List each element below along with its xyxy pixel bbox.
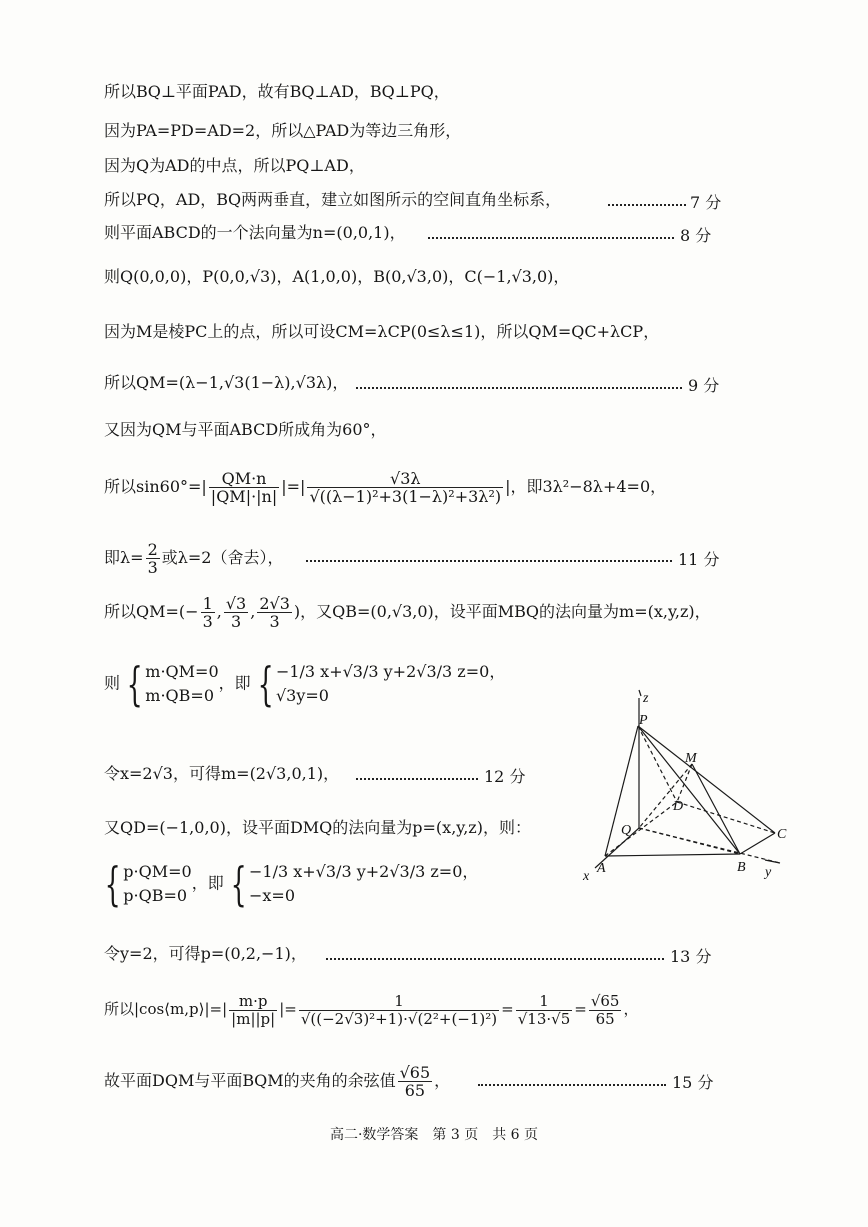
then-label: 则 [104,673,121,693]
page-footer: 高二·数学答案 第 3 页 共 6 页 [329,1127,539,1143]
l17-mid: |= [279,1000,297,1018]
system-block [276,660,505,708]
system-block [123,860,191,908]
label-y: y [765,865,772,880]
system-equation: −x=0 [249,886,296,905]
left-brace: { [104,857,121,911]
label-z: z [643,691,649,706]
fraction-v3 [257,595,292,630]
label-b: B [737,860,746,875]
fraction-numerator: m·p [229,993,277,1011]
system-equation: p·QM=0 [123,862,192,881]
edge-mq [639,764,692,828]
score-11: 11 分 [678,550,720,569]
text-line-16: 令y=2，可得p=(0,2,−1)， [104,944,307,963]
text-line-3: 因为Q为AD的中点，所以PQ⊥AD， [104,156,365,175]
fraction-mp [229,993,277,1028]
score-dots [428,237,674,239]
edge-pd [638,726,677,802]
label-c: C [777,827,787,842]
score-12: 12 分 [484,767,526,786]
fraction-numerator: √3 [225,594,247,613]
system-equation: −1/3 x+√3/3 y+2√3/3 z=0， [275,662,506,681]
score-15: 15 分 [672,1073,714,1092]
fraction-numerator: 2√3 [259,594,290,613]
fraction-denominator: |QM|·|n| [210,487,278,506]
fraction-numerator: QM·n [209,470,279,488]
y-axis [765,860,780,863]
l12-suffix: )，又QB=(0,√3,0)，设平面MBQ的法向量为m=(x,y,z)， [293,602,711,621]
text-line-14: 令x=2√3，可得m=(2√3,0,1)， [104,764,340,783]
edge-ab [605,854,740,856]
score-7: 7 分 [690,193,722,212]
fraction-two-thirds [146,541,160,576]
left-brace: { [126,657,143,711]
label-d: D [673,799,684,814]
l18-prefix: 故平面DQM与平面BQM的夹角的余弦值 [104,1071,396,1090]
fraction-numerator: 1 [202,594,213,613]
left-brace: { [257,657,274,711]
ie-label: ，即 [218,673,251,693]
fraction-denominator: √((−2√3)²+1)·√(2²+(−1)²) [300,1009,498,1028]
l10-suffix: |，即3λ²−8λ+4=0， [505,477,667,496]
fraction-v2 [224,595,248,630]
fraction-denominator: 3 [230,612,242,631]
text-line-10 [104,466,666,508]
fraction-numerator: √3λ [307,470,503,488]
label-a: A [597,861,606,876]
text-line-18 [104,1060,450,1102]
fraction-denominator: √((λ−1)²+3(1−λ)²+3λ²) [309,487,502,506]
l17-prefix: 所以|cos⟨m,p⟩|=| [104,1000,228,1018]
text-line-9: 又因为QM与平面ABCD所成角为60°， [104,420,387,439]
l10-mid: |=| [281,477,306,496]
fraction-numerator: √65 [590,991,620,1010]
edge-qb [639,828,740,854]
fraction-denominator: 3 [202,612,213,631]
text-line-6: 则Q(0,0,0)，P(0,0,√3)，A(1,0,0)，B(0,√3,0)，C(−1,√3,0)， [104,267,570,286]
equation-system-1 [104,657,506,711]
fraction-v1 [201,595,215,630]
text-line-17: 所以|cos⟨m,p⟩|=| $\frac{m\cdot p}{|m||p|}$ |= $\frac{1}{\text{√((−2√3)²+1)·√(2²+(−1)²)}}$ = $\frac{1}{√13\cdot√5}$ = $\frac{√65}{65}$ ， [104,991,639,1028]
score-13: 13 分 [670,947,712,966]
fraction-numerator: 2 [147,540,158,559]
l11-suffix: 或λ=2（舍去）， [161,548,284,567]
l18-suffix: ， [434,1071,451,1090]
text-line-7: 因为M是棱PC上的点，所以可设CM=λCP(0≤λ≤1)，所以QM=QC+λCP， [104,322,660,341]
text-line-4: 所以PQ，AD，BQ两两垂直，建立如图所示的空间直角坐标系， [104,190,562,209]
system-block [145,660,218,708]
l12-prefix: 所以QM=(− [104,602,199,621]
text-line-1: 所以BQ⊥平面PAD，故有BQ⊥AD，BQ⊥PQ， [104,82,450,101]
score-dots [478,1084,666,1086]
equation-system-2 [98,857,479,911]
label-p: P [639,713,648,728]
fraction-big [299,993,499,1028]
text-line-2: 因为PA=PD=AD=2，所以△PAD为等边三角形， [104,121,462,140]
fraction-denominator: 65 [595,1009,615,1028]
fraction-numerator: 1 [299,993,499,1011]
label-q: Q [621,823,632,838]
system-equation: m·QM=0 [145,662,219,681]
fraction-denominator: √13·√5 [517,1009,571,1028]
text-line-8: 所以QM=(λ−1,√3(1−λ),√3λ)， [104,373,349,392]
fraction-sqrt65 [589,993,622,1028]
score-dots [356,778,478,780]
z-axis-arrow [639,690,641,696]
edge-pc [638,726,775,833]
system-equation: √3y=0 [275,686,329,705]
edge-pb [638,726,740,854]
system-equation: m·QB=0 [145,686,215,705]
text-line-11 [104,538,283,578]
system-equation: −1/3 x+√3/3 y+2√3/3 z=0， [249,862,479,881]
fraction-denominator: |m||p| [231,1009,276,1028]
score-dots [608,204,686,206]
fraction-qm-n [209,470,279,505]
label-x: x [583,869,590,884]
left-brace: { [230,857,247,911]
fraction-answer [398,1064,433,1099]
fraction-13-5 [516,993,573,1028]
edge-md [677,764,692,802]
system-block [249,860,478,908]
fraction-sqrt3-lambda [307,470,503,505]
ie-label: ，即 [191,873,224,893]
fraction-denominator: 3 [147,558,158,577]
coordinate-diagram [575,688,805,888]
fraction-numerator: √65 [399,1063,431,1082]
score-dots [356,387,682,389]
label-m: M [685,751,697,766]
text-line-5: 则平面ABCD的一个法向量为n=(0,0,1)， [104,223,406,242]
l10-prefix: 所以sin60°=| [104,477,207,496]
text-line-12: 所以QM=(− $\frac{1}{3}$ , $\frac{√3}{3}$ , $\frac{2√3}{3}$ )，又QB=(0,√3,0)，设平面MBQ的法向量为m=(x,y,z)， [104,594,711,631]
score-8: 8 分 [680,226,712,245]
l17-suffix: ， [623,1000,639,1018]
edge-bc [740,833,775,854]
score-dots [306,560,672,562]
score-9: 9 分 [688,376,720,395]
score-dots [326,958,664,960]
l11-prefix: 即λ= [104,548,144,567]
text-line-15: 又QD=(−1,0,0)，设平面DMQ的法向量为p=(x,y,z)，则： [104,818,531,837]
fraction-numerator: 1 [516,993,573,1011]
fraction-denominator: 65 [404,1081,426,1100]
fraction-denominator: 3 [269,612,280,631]
system-equation: p·QB=0 [123,886,188,905]
